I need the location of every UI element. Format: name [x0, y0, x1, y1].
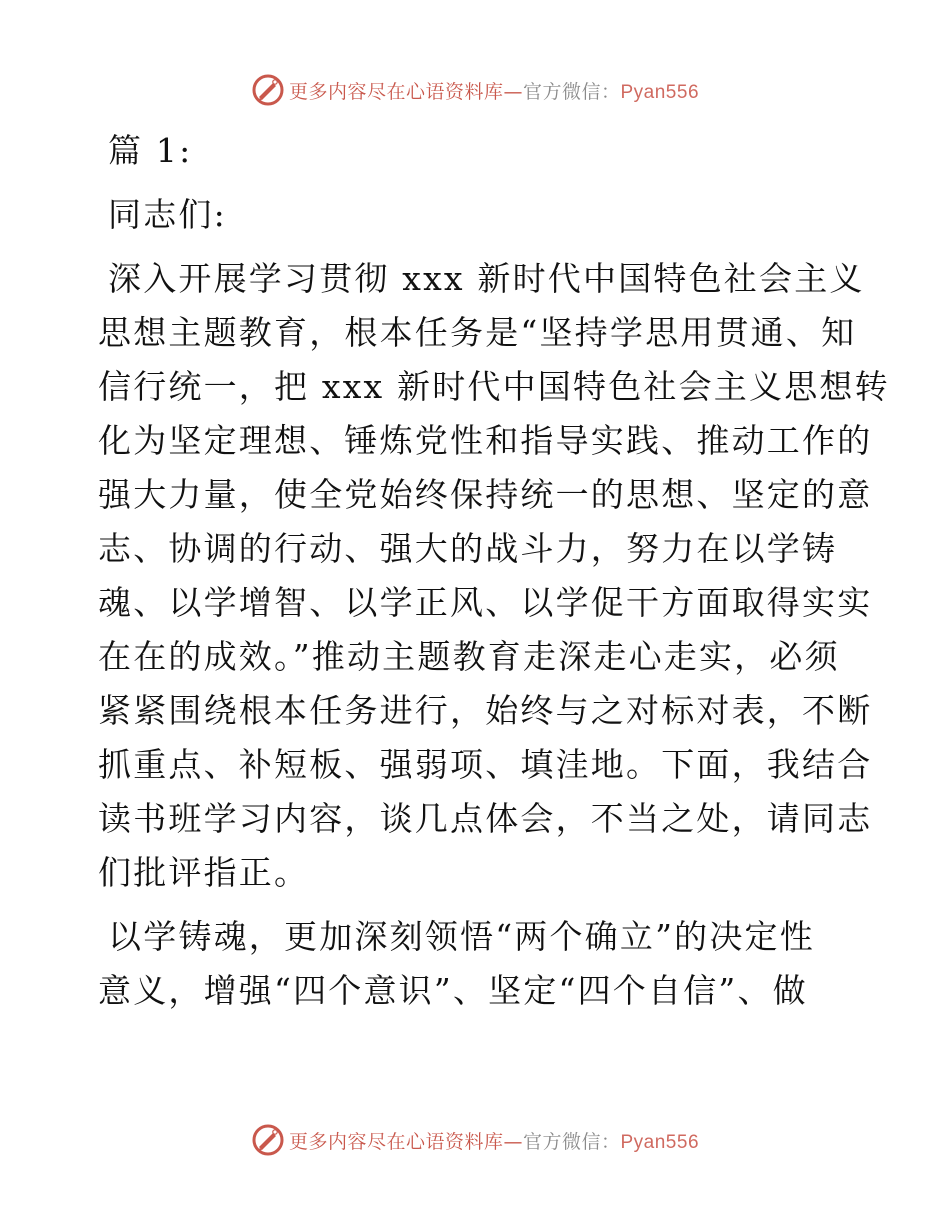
pen-logo-icon	[251, 73, 285, 107]
header-watermark	[0, 70, 950, 110]
paragraph-line: 读书班学习内容，谈几点体会，不当之处，请同志	[98, 799, 873, 838]
salutation: 同志们:	[108, 195, 227, 234]
paragraph-line: 志、协调的行动、强大的战斗力，努力在以学铸	[98, 529, 838, 568]
document-body	[98, 124, 890, 1018]
paragraph-line: 紧紧围绕根本任务进行，始终与之对标对表，不断	[98, 691, 873, 730]
paragraph-2	[98, 910, 858, 1018]
paragraph-1	[98, 252, 890, 900]
watermark-dash: —	[503, 1130, 523, 1153]
watermark-prefix: 更多内容尽在心语资料库	[288, 1130, 504, 1153]
paragraph-line: 抓重点、补短板、强弱项、填洼地。下面，我结合	[98, 745, 873, 784]
watermark-wechat-id: Pyan556	[620, 81, 700, 103]
paragraph-line: 深入开展学习贯彻 xxx 新时代中国特色社会主义	[108, 259, 865, 298]
watermark-label: 官方微信：	[522, 80, 621, 103]
paragraph-line: 化为坚定理想、锤炼党性和指导实践、推动工作的	[98, 421, 873, 460]
paragraph-line: 思想主题教育，根本任务是“坚持学思用贯通、知	[98, 313, 857, 352]
watermark-text	[289, 1127, 699, 1154]
pen-logo-icon	[251, 1123, 285, 1157]
watermark-wechat-id: Pyan556	[620, 1131, 700, 1153]
watermark-label: 官方微信：	[522, 1130, 621, 1153]
paragraph-line: 强大力量，使全党始终保持统一的思想、坚定的意	[98, 475, 873, 514]
watermark-dash: —	[503, 80, 523, 103]
paragraph-line: 信行统一，把 xxx 新时代中国特色社会主义思想转	[98, 367, 890, 406]
paragraph-line: 魂、以学增智、以学正风、以学促干方面取得实实	[98, 583, 873, 622]
section-title: 篇 1:	[108, 131, 193, 170]
watermark-text	[289, 77, 699, 104]
watermark-prefix: 更多内容尽在心语资料库	[288, 80, 504, 103]
paragraph-line: 意义，增强“四个意识”、坚定“四个自信”、做	[98, 971, 808, 1010]
footer-watermark	[0, 1120, 950, 1160]
paragraph-line: 们批评指正。	[98, 853, 310, 892]
paragraph-line: 以学铸魂，更加深刻领悟“两个确立”的决定性	[108, 917, 815, 956]
paragraph-line: 在在的成效。”推动主题教育走深走心走实，必须	[98, 637, 840, 676]
